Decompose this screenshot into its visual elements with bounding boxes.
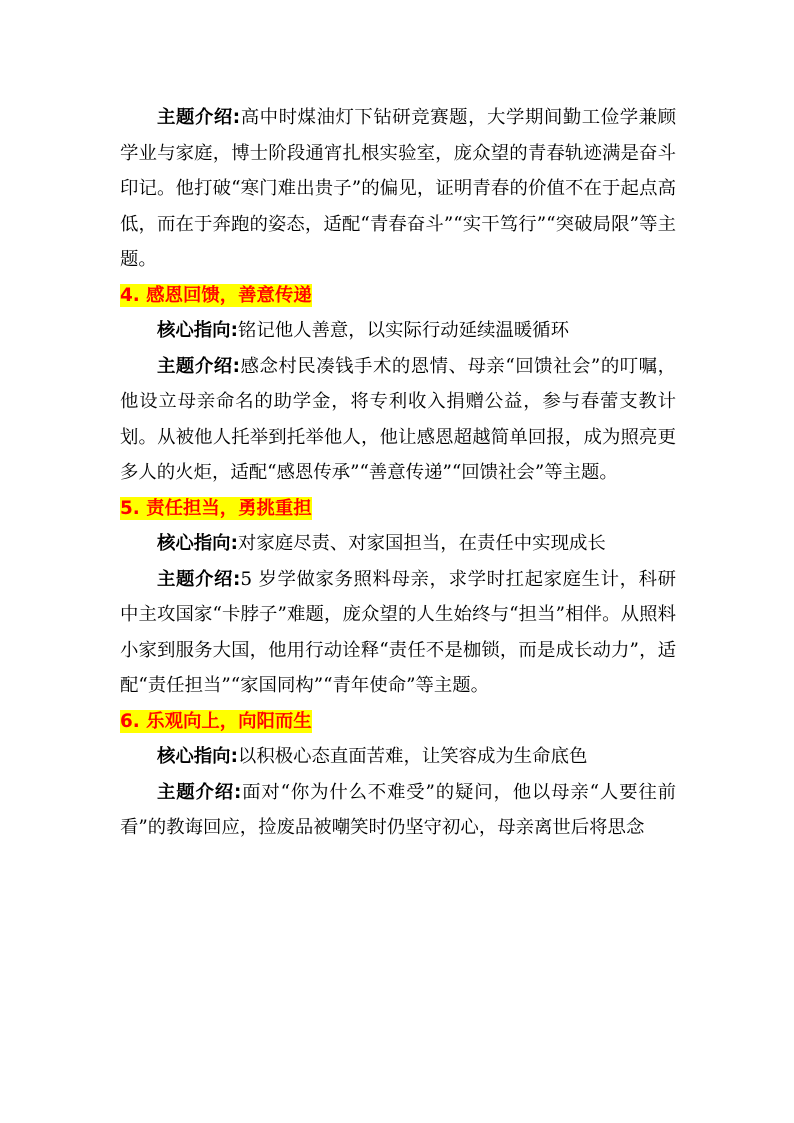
topic-intro-label: 主题介绍: (157, 568, 241, 590)
section-heading-6 (120, 704, 676, 740)
topic-intro-label: 主题介绍: (157, 107, 241, 128)
section-heading-6-text: 6. 乐观向上，向阳而生 (120, 710, 312, 732)
topic-intro-text: 感念村民凑钱手术的恩情、母亲“回馈社会”的叮嘱，他设立母亲命名的助学金，将专利收入捐赠公益，参与春蕾支教计划。从被他人托举到托举他人，他让感恩超越简单回报，成为照亮更多人的火炬，适配“感恩传承”“善意传递”“回馈社会”等主题。 (120, 355, 676, 483)
core-direction-paragraph (120, 313, 676, 349)
topic-intro-label: 主题介绍: (157, 355, 241, 377)
topic-intro-text: 高中时煤油灯下钻研竞赛题，大学期间勤工俭学兼顾学业与家庭，博士阶段通宵扎根实验室，庞众望的青春轨迹满是奋斗印记。他打破“寒门难出贵子”的偏见，证明青春的价值不在于起点高低，而在于奔跑的姿态，适配“青春奋斗”“实干笃行”“突破局限”等主题。 (120, 107, 676, 270)
topic-intro-paragraph (120, 349, 676, 491)
topic-intro-text: 面对“你为什么不难受”的疑问，他以母亲“人要往前看”的教诲回应，捡废品被嘲笑时仍坚守初心，母亲离世后将思念 (120, 781, 676, 838)
section-heading-5-text: 5. 责任担当，勇挑重担 (120, 497, 312, 519)
section-heading-5 (120, 491, 676, 527)
section-heading-4-text: 4. 感恩回馈，善意传递 (120, 284, 312, 306)
topic-intro-text: 5 岁学做家务照料母亲，求学时扛起家庭生计，科研中主攻国家“卡脖子”难题，庞众望的人生始终与“担当”相伴。从照料小家到服务大国，他用行动诠释“责任不是枷锁，而是成长动力”，适配“责任担当”“家国同构”“青年使命”等主题。 (120, 568, 676, 696)
core-direction-label: 核心指向: (157, 533, 238, 554)
core-direction-label: 核心指向: (157, 746, 238, 767)
core-direction-paragraph (120, 739, 676, 775)
core-direction-text: 对家庭尽责、对家国担当，在责任中实现成长 (237, 533, 606, 554)
core-direction-paragraph (120, 526, 676, 562)
section-heading-4 (120, 278, 676, 314)
topic-intro-paragraph (120, 100, 676, 278)
topic-intro-label: 主题介绍: (157, 781, 242, 803)
document-page (120, 100, 676, 846)
core-direction-text: 铭记他人善意，以实际行动延续温暖循环 (237, 320, 569, 341)
topic-intro-paragraph (120, 775, 676, 846)
core-direction-text: 以积极心态直面苦难，让笑容成为生命底色 (237, 746, 588, 767)
topic-intro-paragraph (120, 562, 676, 704)
core-direction-label: 核心指向: (157, 320, 238, 341)
